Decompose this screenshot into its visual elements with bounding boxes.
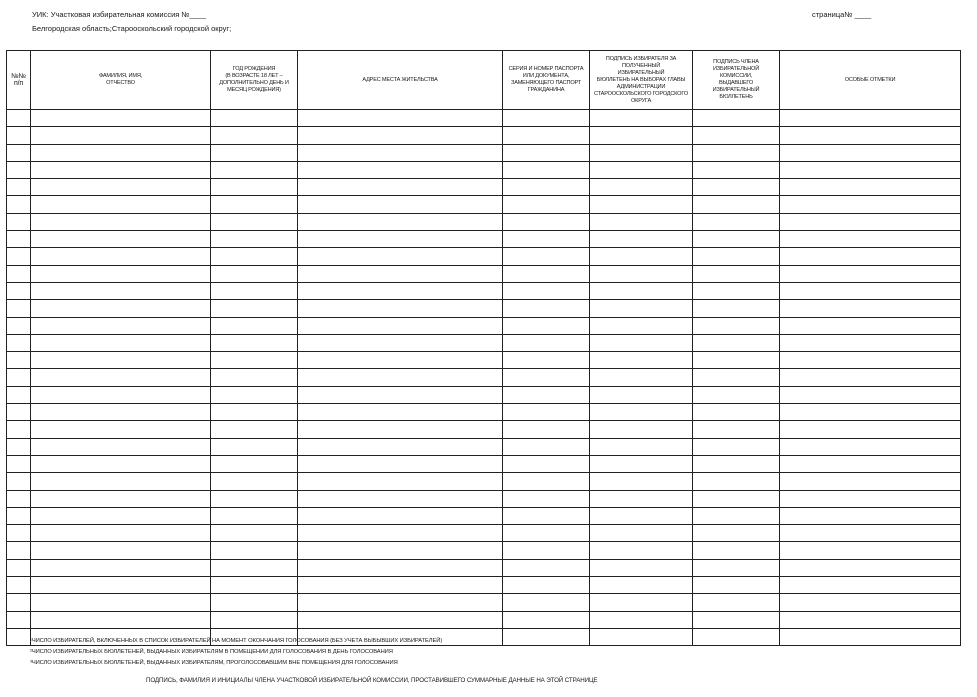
- table-cell[interactable]: [780, 213, 961, 230]
- table-cell[interactable]: [31, 300, 211, 317]
- table-cell[interactable]: [298, 352, 503, 369]
- table-cell[interactable]: [298, 231, 503, 248]
- table-cell[interactable]: [780, 455, 961, 472]
- table-cell[interactable]: [211, 369, 298, 386]
- table-cell[interactable]: [31, 334, 211, 351]
- table-cell[interactable]: [590, 386, 693, 403]
- table-cell[interactable]: [590, 369, 693, 386]
- table-cell[interactable]: [693, 525, 780, 542]
- table-cell[interactable]: [780, 490, 961, 507]
- table-cell[interactable]: [298, 594, 503, 611]
- table-row: [7, 127, 961, 144]
- table-cell[interactable]: [780, 282, 961, 299]
- table-cell[interactable]: [590, 300, 693, 317]
- table-cell[interactable]: [7, 161, 31, 178]
- footnote-1: ¹ЧИСЛО ИЗБИРАТЕЛЕЙ, ВКЛЮЧЕННЫХ В СПИСОК ИЗБИРАТЕЛЕЙ НА МОМЕНТ ОКОНЧАНИЯ ГОЛОСОВАНИЯ (БЕЗ УЧЕТА ВЫБЫВШИХ ИЗБИРАТЕЛЕЙ): [30, 638, 443, 644]
- table-cell[interactable]: [7, 369, 31, 386]
- table-cell[interactable]: [693, 559, 780, 576]
- table-cell[interactable]: [7, 421, 31, 438]
- table-cell[interactable]: [211, 248, 298, 265]
- table-cell[interactable]: [693, 611, 780, 628]
- table-row: [7, 334, 961, 351]
- table-cell[interactable]: [7, 144, 31, 161]
- table-cell[interactable]: [298, 161, 503, 178]
- table-cell[interactable]: [211, 300, 298, 317]
- table-cell[interactable]: [211, 231, 298, 248]
- table-cell[interactable]: [693, 577, 780, 594]
- table-cell[interactable]: [7, 594, 31, 611]
- table-cell[interactable]: [780, 369, 961, 386]
- table-cell[interactable]: [693, 542, 780, 559]
- table-cell[interactable]: [693, 628, 780, 645]
- table-cell[interactable]: [780, 421, 961, 438]
- table-cell[interactable]: [298, 386, 503, 403]
- table-cell[interactable]: [693, 265, 780, 282]
- table-cell[interactable]: [211, 577, 298, 594]
- table-cell[interactable]: [590, 231, 693, 248]
- table-cell[interactable]: [298, 421, 503, 438]
- table-cell[interactable]: [590, 317, 693, 334]
- table-cell[interactable]: [503, 421, 590, 438]
- table-cell[interactable]: [503, 110, 590, 127]
- table-cell[interactable]: [590, 628, 693, 645]
- table-cell[interactable]: [298, 525, 503, 542]
- table-cell[interactable]: [298, 213, 503, 230]
- table-cell[interactable]: [31, 248, 211, 265]
- table-cell[interactable]: [503, 369, 590, 386]
- table-cell[interactable]: [298, 577, 503, 594]
- table-cell[interactable]: [780, 179, 961, 196]
- table-cell[interactable]: [298, 144, 503, 161]
- table-row: [7, 507, 961, 524]
- table-row: [7, 421, 961, 438]
- table-cell[interactable]: [503, 386, 590, 403]
- table-cell[interactable]: [7, 386, 31, 403]
- table-cell[interactable]: [780, 525, 961, 542]
- table-cell[interactable]: [503, 594, 590, 611]
- table-cell[interactable]: [693, 334, 780, 351]
- table-cell[interactable]: [31, 455, 211, 472]
- table-cell[interactable]: [211, 317, 298, 334]
- table-cell[interactable]: [7, 438, 31, 455]
- table-cell[interactable]: [7, 628, 31, 645]
- table-cell[interactable]: [780, 438, 961, 455]
- table-cell[interactable]: [780, 559, 961, 576]
- table-row: [7, 473, 961, 490]
- table-cell[interactable]: [298, 455, 503, 472]
- table-cell[interactable]: [693, 179, 780, 196]
- table-cell[interactable]: [31, 369, 211, 386]
- table-cell[interactable]: [693, 196, 780, 213]
- table-cell[interactable]: [590, 161, 693, 178]
- table-row: [7, 404, 961, 421]
- table-cell[interactable]: [693, 490, 780, 507]
- table-cell[interactable]: [211, 490, 298, 507]
- table-cell[interactable]: [590, 421, 693, 438]
- column-header-full-name: ФАМИЛИЯ, ИМЯ, ОТЧЕСТВО: [31, 51, 211, 110]
- table-cell[interactable]: [31, 611, 211, 628]
- table-cell[interactable]: [503, 404, 590, 421]
- table-cell[interactable]: [31, 231, 211, 248]
- table-row: [7, 196, 961, 213]
- table-cell[interactable]: [298, 282, 503, 299]
- region-line: Белгородская область;Старооскольский городской округ;: [32, 24, 232, 33]
- table-cell[interactable]: [298, 265, 503, 282]
- table-cell[interactable]: [503, 231, 590, 248]
- table-cell[interactable]: [693, 507, 780, 524]
- table-cell[interactable]: [780, 144, 961, 161]
- table-cell[interactable]: [211, 386, 298, 403]
- table-cell[interactable]: [298, 438, 503, 455]
- table-cell[interactable]: [7, 127, 31, 144]
- table-cell[interactable]: [503, 577, 590, 594]
- table-cell[interactable]: [211, 127, 298, 144]
- table-cell[interactable]: [31, 404, 211, 421]
- table-cell[interactable]: [503, 179, 590, 196]
- table-cell[interactable]: [31, 473, 211, 490]
- table-row: [7, 352, 961, 369]
- table-cell[interactable]: [7, 213, 31, 230]
- table-cell[interactable]: [31, 265, 211, 282]
- table-cell[interactable]: [503, 213, 590, 230]
- table-cell[interactable]: [693, 438, 780, 455]
- table-cell[interactable]: [7, 317, 31, 334]
- table-cell[interactable]: [780, 611, 961, 628]
- table-cell[interactable]: [503, 490, 590, 507]
- table-cell[interactable]: [298, 404, 503, 421]
- table-cell[interactable]: [31, 421, 211, 438]
- table-row: [7, 577, 961, 594]
- table-cell[interactable]: [590, 196, 693, 213]
- table-cell[interactable]: [590, 248, 693, 265]
- table-cell[interactable]: [780, 542, 961, 559]
- table-cell[interactable]: [590, 559, 693, 576]
- footnote-2: ²ЧИСЛО ИЗБИРАТЕЛЬНЫХ БЮЛЛЕТЕНЕЙ, ВЫДАННЫХ ИЗБИРАТЕЛЯМ В ПОМЕЩЕНИИ ДЛЯ ГОЛОСОВАНИЯ В ДЕНЬ ГОЛОСОВАНИЯ: [30, 649, 393, 655]
- table-cell[interactable]: [693, 404, 780, 421]
- table-cell[interactable]: [31, 317, 211, 334]
- table-cell[interactable]: [780, 127, 961, 144]
- table-cell[interactable]: [211, 594, 298, 611]
- table-cell[interactable]: [780, 334, 961, 351]
- table-header-row: [7, 51, 961, 110]
- table-cell[interactable]: [503, 317, 590, 334]
- table-cell[interactable]: [693, 144, 780, 161]
- table-cell[interactable]: [31, 161, 211, 178]
- table-row: [7, 282, 961, 299]
- table-cell[interactable]: [503, 300, 590, 317]
- table-row: [7, 317, 961, 334]
- table-cell[interactable]: [503, 161, 590, 178]
- table-cell[interactable]: [780, 628, 961, 645]
- table-cell[interactable]: [503, 542, 590, 559]
- table-cell[interactable]: [590, 577, 693, 594]
- table-cell[interactable]: [503, 352, 590, 369]
- table-row: [7, 386, 961, 403]
- table-cell[interactable]: [693, 455, 780, 472]
- table-cell[interactable]: [298, 196, 503, 213]
- table-row: [7, 611, 961, 628]
- table-cell[interactable]: [298, 473, 503, 490]
- table-cell[interactable]: [780, 507, 961, 524]
- table-cell[interactable]: [503, 559, 590, 576]
- table-cell[interactable]: [298, 369, 503, 386]
- table-cell[interactable]: [31, 559, 211, 576]
- table-cell[interactable]: [211, 144, 298, 161]
- table-row: [7, 231, 961, 248]
- table-row: [7, 490, 961, 507]
- table-cell[interactable]: [298, 179, 503, 196]
- table-cell[interactable]: [503, 628, 590, 645]
- table-row: [7, 300, 961, 317]
- table-cell[interactable]: [503, 473, 590, 490]
- table-cell[interactable]: [298, 317, 503, 334]
- table-cell[interactable]: [31, 144, 211, 161]
- table-cell[interactable]: [298, 127, 503, 144]
- table-cell[interactable]: [31, 490, 211, 507]
- table-cell[interactable]: [7, 404, 31, 421]
- table-cell[interactable]: [31, 179, 211, 196]
- table-cell[interactable]: [211, 455, 298, 472]
- table-row: [7, 542, 961, 559]
- table-cell[interactable]: [693, 317, 780, 334]
- table-cell[interactable]: [780, 231, 961, 248]
- table-cell[interactable]: [780, 594, 961, 611]
- footnote-3: ³ЧИСЛО ИЗБИРАТЕЛЬНЫХ БЮЛЛЕТЕНЕЙ, ВЫДАННЫХ ИЗБИРАТЕЛЯМ, ПРОГОЛОСОВАВШИМ ВНЕ ПОМЕЩЕНИЯ ДЛЯ ГОЛОСОВАНИЯ: [30, 660, 398, 666]
- table-cell[interactable]: [693, 594, 780, 611]
- table-cell[interactable]: [298, 300, 503, 317]
- table-cell[interactable]: [693, 231, 780, 248]
- table-cell[interactable]: [7, 559, 31, 576]
- table-cell[interactable]: [31, 386, 211, 403]
- table-cell[interactable]: [693, 369, 780, 386]
- table-cell[interactable]: [7, 352, 31, 369]
- table-cell[interactable]: [590, 352, 693, 369]
- table-row: [7, 144, 961, 161]
- table-cell[interactable]: [590, 507, 693, 524]
- table-cell[interactable]: [780, 317, 961, 334]
- table-cell[interactable]: [298, 248, 503, 265]
- table-cell[interactable]: [7, 490, 31, 507]
- table-cell[interactable]: [211, 282, 298, 299]
- table-cell[interactable]: [780, 248, 961, 265]
- table-cell[interactable]: [211, 265, 298, 282]
- table-cell[interactable]: [31, 282, 211, 299]
- table-cell[interactable]: [31, 213, 211, 230]
- table-cell[interactable]: [31, 542, 211, 559]
- table-cell[interactable]: [7, 577, 31, 594]
- table-cell[interactable]: [7, 248, 31, 265]
- table-cell[interactable]: [211, 161, 298, 178]
- table-row: [7, 265, 961, 282]
- table-cell[interactable]: [31, 525, 211, 542]
- table-cell[interactable]: [590, 490, 693, 507]
- table-cell[interactable]: [31, 438, 211, 455]
- table-cell[interactable]: [780, 473, 961, 490]
- table-cell[interactable]: [7, 265, 31, 282]
- table-cell[interactable]: [298, 507, 503, 524]
- table-row: [7, 248, 961, 265]
- table-cell[interactable]: [693, 127, 780, 144]
- table-cell[interactable]: [7, 231, 31, 248]
- table-row: [7, 455, 961, 472]
- table-cell[interactable]: [503, 265, 590, 282]
- table-cell[interactable]: [298, 490, 503, 507]
- table-cell[interactable]: [780, 386, 961, 403]
- table-cell[interactable]: [211, 179, 298, 196]
- table-cell[interactable]: [298, 542, 503, 559]
- table-cell[interactable]: [298, 611, 503, 628]
- table-cell[interactable]: [780, 300, 961, 317]
- table-cell[interactable]: [211, 196, 298, 213]
- table-cell[interactable]: [7, 455, 31, 472]
- table-cell[interactable]: [503, 507, 590, 524]
- commission-title: УИК: Участковая избирательная комиссия №____: [32, 10, 207, 19]
- table-cell[interactable]: [503, 438, 590, 455]
- table-cell[interactable]: [590, 110, 693, 127]
- table-cell[interactable]: [590, 179, 693, 196]
- table-cell[interactable]: [31, 594, 211, 611]
- table-cell[interactable]: [7, 525, 31, 542]
- table-cell[interactable]: [31, 196, 211, 213]
- column-header-address: АДРЕС МЕСТА ЖИТЕЛЬСТВА: [298, 51, 503, 110]
- table-cell[interactable]: [31, 507, 211, 524]
- voter-register-table: [6, 50, 961, 646]
- table-cell[interactable]: [503, 611, 590, 628]
- table-cell[interactable]: [503, 334, 590, 351]
- table-cell[interactable]: [590, 282, 693, 299]
- table-cell[interactable]: [693, 386, 780, 403]
- table-cell[interactable]: [780, 161, 961, 178]
- column-header-number: №№ п/п: [7, 51, 31, 110]
- column-header-birth-year: ГОД РОЖДЕНИЯ (В ВОЗРАСТЕ 18 ЛЕТ – ДОПОЛНИТЕЛЬНО ДЕНЬ И МЕСЯЦ РОЖДЕНИЯ): [211, 51, 298, 110]
- table-cell[interactable]: [503, 127, 590, 144]
- table-cell[interactable]: [590, 525, 693, 542]
- table-cell[interactable]: [780, 265, 961, 282]
- table-cell[interactable]: [211, 404, 298, 421]
- table-cell[interactable]: [7, 507, 31, 524]
- table-cell[interactable]: [503, 196, 590, 213]
- signature-line: ПОДПИСЬ, ФАМИЛИЯ И ИНИЦИАЛЫ ЧЛЕНА УЧАСТКОВОЙ ИЗБИРАТЕЛЬНОЙ КОМИССИИ, ПРОСТАВИВШЕГО СУММАРНЫЕ ДАННЫЕ НА ЭТОЙ СТРАНИЦЕ: [146, 677, 598, 684]
- table-cell[interactable]: [503, 282, 590, 299]
- table-row: [7, 110, 961, 127]
- table-cell[interactable]: [693, 248, 780, 265]
- table-cell[interactable]: [31, 352, 211, 369]
- table-cell[interactable]: [211, 352, 298, 369]
- table-cell[interactable]: [693, 352, 780, 369]
- table-cell[interactable]: [693, 110, 780, 127]
- table-cell[interactable]: [590, 594, 693, 611]
- table-cell[interactable]: [211, 611, 298, 628]
- table-cell[interactable]: [211, 525, 298, 542]
- table-cell[interactable]: [693, 421, 780, 438]
- table-cell[interactable]: [211, 421, 298, 438]
- table-row: [7, 525, 961, 542]
- table-cell[interactable]: [503, 525, 590, 542]
- table-cell[interactable]: [503, 248, 590, 265]
- table-cell[interactable]: [590, 438, 693, 455]
- table-cell[interactable]: [211, 507, 298, 524]
- table-body: [7, 110, 961, 646]
- table-cell[interactable]: [590, 127, 693, 144]
- table-cell[interactable]: [211, 438, 298, 455]
- table-cell[interactable]: [590, 213, 693, 230]
- table-cell[interactable]: [7, 110, 31, 127]
- table-row: [7, 213, 961, 230]
- table-cell[interactable]: [31, 577, 211, 594]
- table-cell[interactable]: [7, 282, 31, 299]
- table-row: [7, 161, 961, 178]
- table-cell[interactable]: [590, 265, 693, 282]
- column-header-notes: ОСОБЫЕ ОТМЕТКИ: [780, 51, 961, 110]
- table-row: [7, 438, 961, 455]
- table-cell[interactable]: [7, 473, 31, 490]
- column-header-member-signature: ПОДПИСЬ ЧЛЕНА ИЗБИРАТЕЛЬНОЙ КОМИССИИ, ВЫДАВШЕГО ИЗБИРАТЕЛЬНЫЙ БЮЛЛЕТЕНЬ: [693, 51, 780, 110]
- table-cell[interactable]: [298, 334, 503, 351]
- column-header-voter-signature: ПОДПИСЬ ИЗБИРАТЕЛЯ ЗА ПОЛУЧЕННЫЙ ИЗБИРАТЕЛЬНЫЙ БЮЛЛЕТЕНЬ НА ВЫБОРАХ ГЛАВЫ АДМИНИСТРАЦИИ СТАРООСКОЛЬСКОГО ГОРОДСКОГО ОКРУГА: [590, 51, 693, 110]
- table-cell[interactable]: [211, 473, 298, 490]
- table-cell[interactable]: [590, 611, 693, 628]
- table-cell[interactable]: [590, 334, 693, 351]
- table-cell[interactable]: [7, 611, 31, 628]
- page-number-label: страница№ ____: [812, 10, 872, 19]
- table-cell[interactable]: [590, 473, 693, 490]
- table-cell[interactable]: [590, 144, 693, 161]
- table-cell[interactable]: [211, 542, 298, 559]
- table-cell[interactable]: [693, 282, 780, 299]
- table-cell[interactable]: [31, 110, 211, 127]
- table-cell[interactable]: [780, 110, 961, 127]
- table-cell[interactable]: [7, 300, 31, 317]
- table-row: [7, 559, 961, 576]
- table-cell[interactable]: [590, 455, 693, 472]
- table-cell[interactable]: [211, 334, 298, 351]
- table-cell[interactable]: [211, 110, 298, 127]
- table-cell[interactable]: [211, 213, 298, 230]
- table-cell[interactable]: [503, 144, 590, 161]
- table-cell[interactable]: [298, 110, 503, 127]
- table-cell[interactable]: [693, 473, 780, 490]
- table-cell[interactable]: [7, 196, 31, 213]
- table-cell[interactable]: [693, 300, 780, 317]
- column-header-passport: СЕРИЯ И НОМЕР ПАСПОРТА ИЛИ ДОКУМЕНТА, ЗАМЕНЯЮЩЕГО ПАСПОРТ ГРАЖДАНИНА: [503, 51, 590, 110]
- table-cell[interactable]: [693, 213, 780, 230]
- table-cell[interactable]: [298, 559, 503, 576]
- table-cell[interactable]: [7, 334, 31, 351]
- table-row: [7, 179, 961, 196]
- table-cell[interactable]: [211, 559, 298, 576]
- table-cell[interactable]: [780, 352, 961, 369]
- table-cell[interactable]: [7, 542, 31, 559]
- table-cell[interactable]: [31, 127, 211, 144]
- table-cell[interactable]: [590, 542, 693, 559]
- table-cell[interactable]: [7, 179, 31, 196]
- table-cell[interactable]: [780, 196, 961, 213]
- table-cell[interactable]: [590, 404, 693, 421]
- table-cell[interactable]: [780, 404, 961, 421]
- table-row: [7, 369, 961, 386]
- table-cell[interactable]: [780, 577, 961, 594]
- table-cell[interactable]: [693, 161, 780, 178]
- table-cell[interactable]: [503, 455, 590, 472]
- table-row: [7, 594, 961, 611]
